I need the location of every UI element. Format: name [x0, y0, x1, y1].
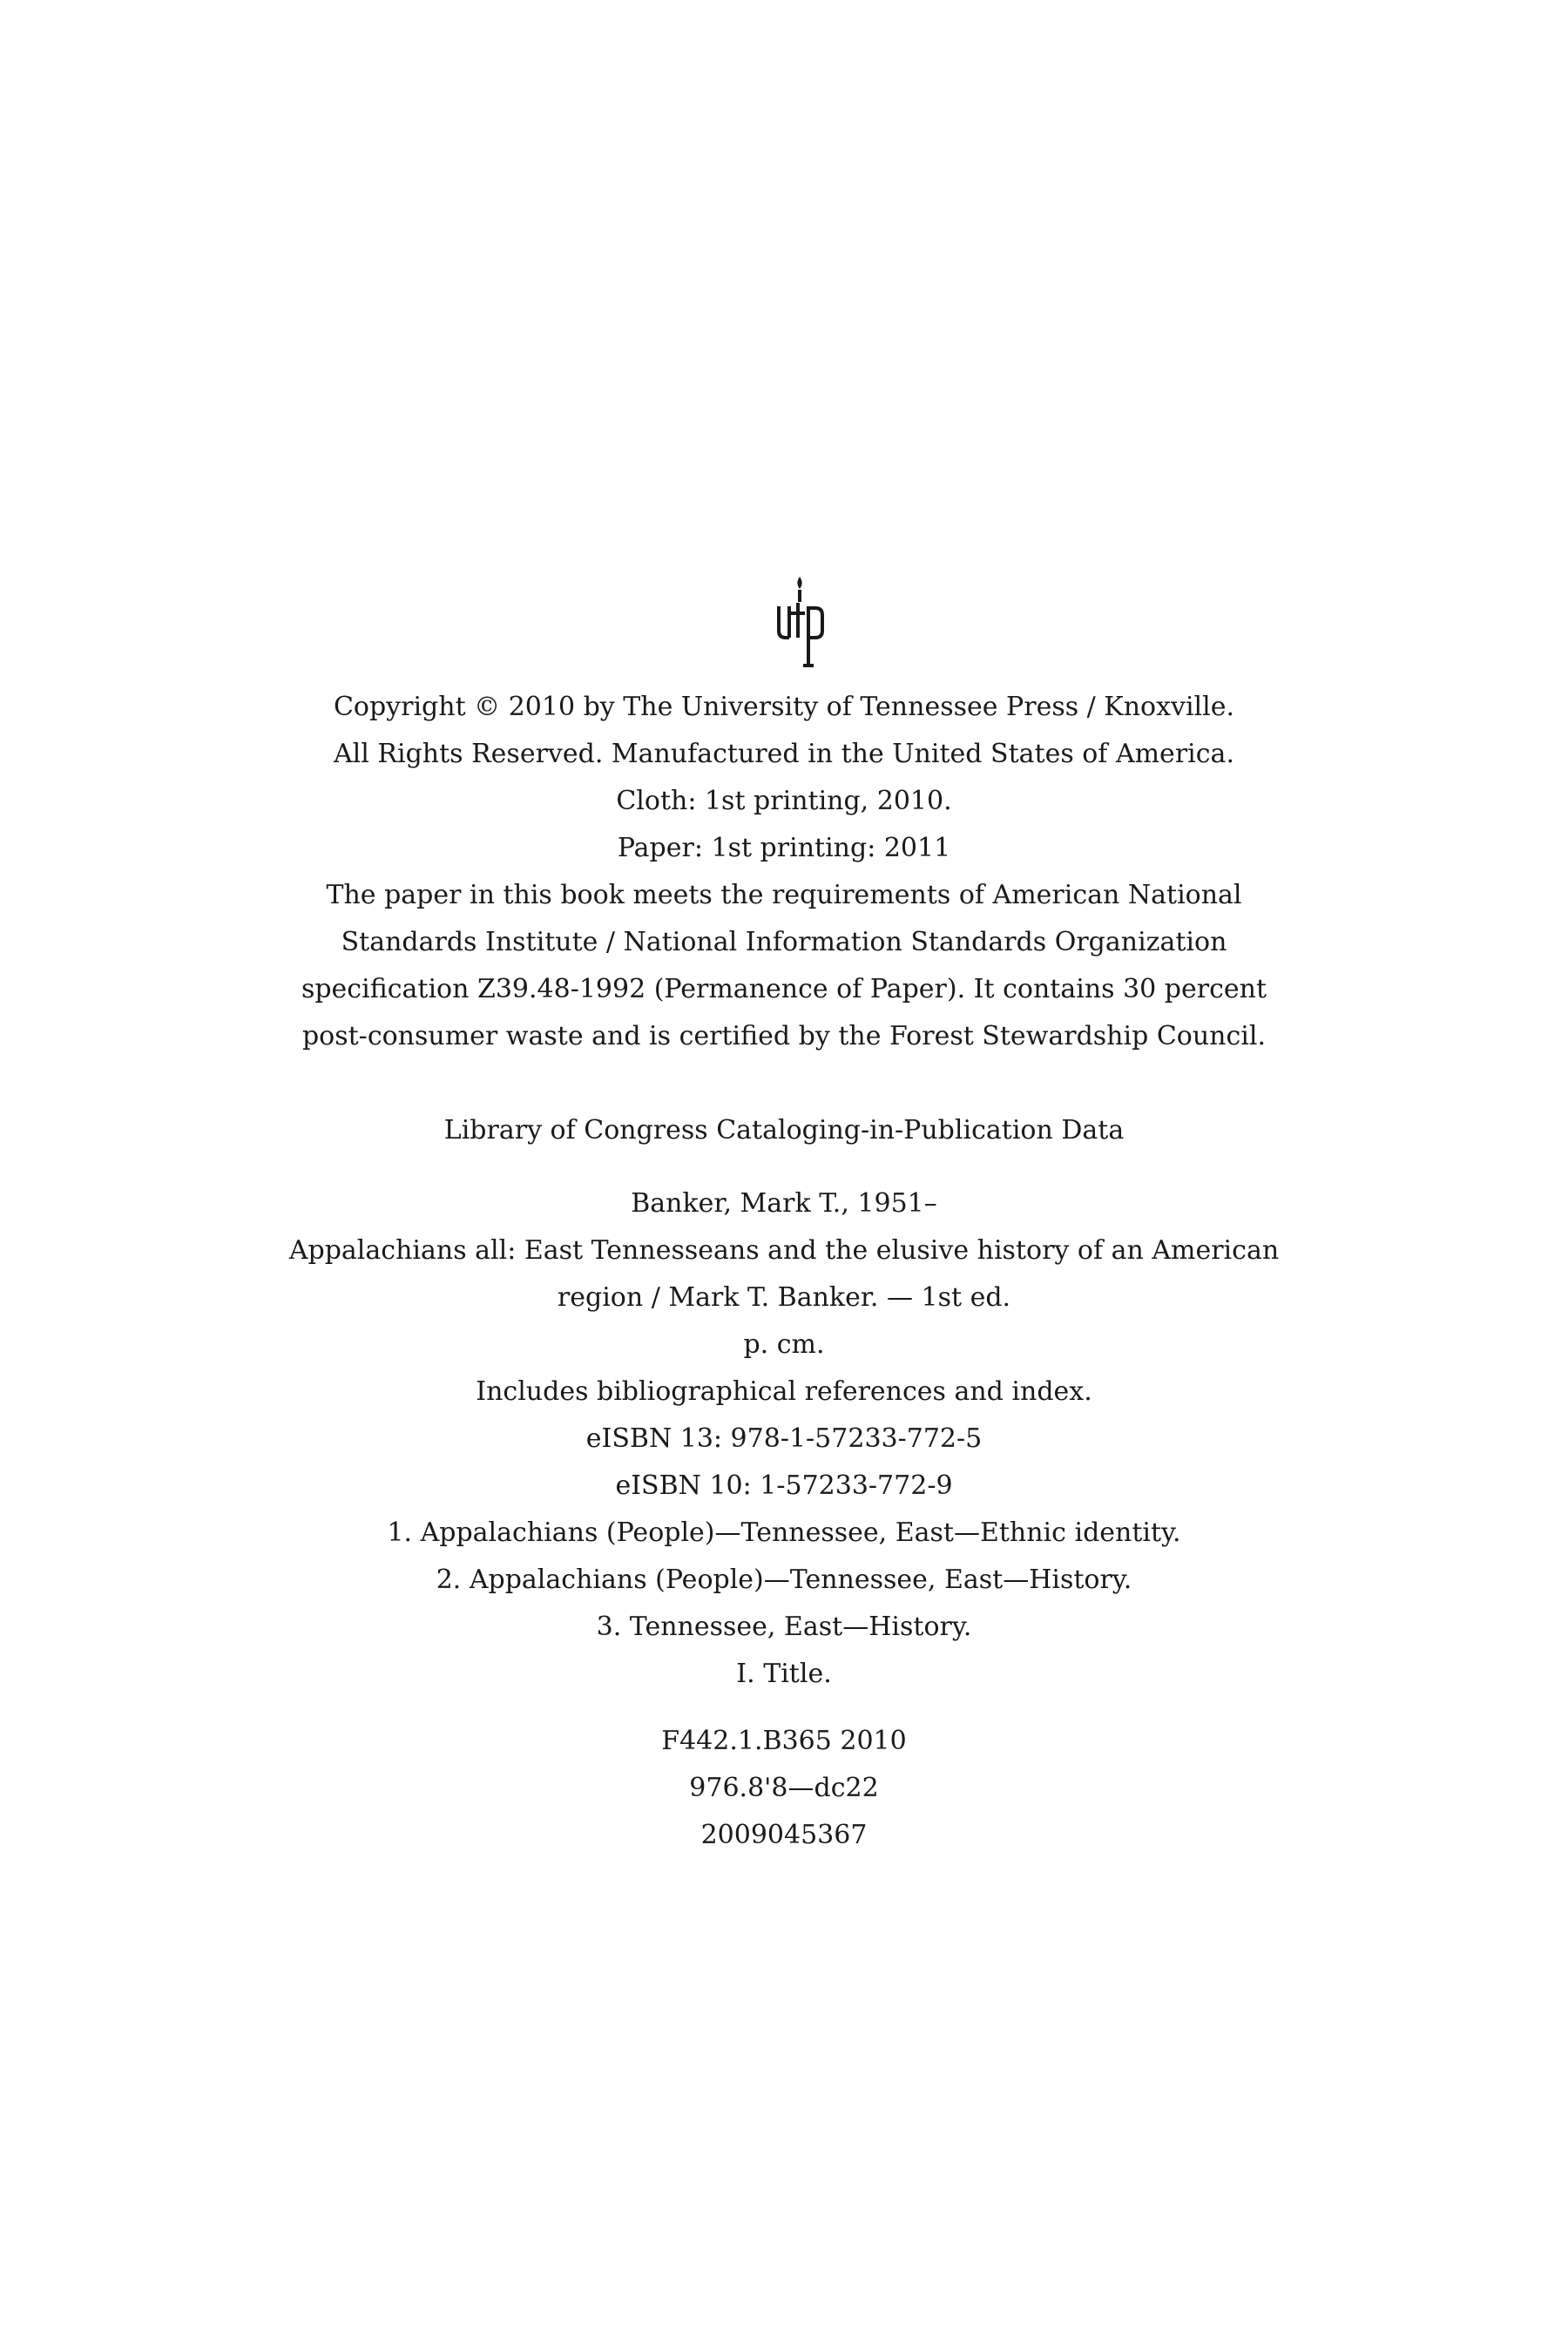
- cip-heading-text: Library of Congress Cataloging-in-Publication Data: [443, 1115, 1125, 1146]
- paper-standard-line: The paper in this book meets the requirements of American National: [326, 880, 1242, 910]
- cip-title-entry-line: I. Title.: [736, 1659, 832, 1689]
- cip-author-line: Banker, Mark T., 1951–: [631, 1188, 937, 1219]
- paper-standard-line: post-consumer waste and is certified by the Forest Stewardship Council.: [301, 1021, 1267, 1051]
- cip-isbn13-line: eISBN 13: 978-1-57233-772-5: [585, 1423, 983, 1454]
- cip-subject-line: 3. Tennessee, East—History.: [596, 1612, 972, 1642]
- dewey-number: 976.8'8—dc22: [689, 1773, 879, 1803]
- cip-heading: [0, 1107, 1568, 1154]
- lccn-number: 2009045367: [700, 1820, 868, 1850]
- copyright-line: Copyright © 2010 by The University of Tennessee Press / Knoxville.: [333, 692, 1235, 722]
- cip-subject-line: 1. Appalachians (People)—Tennessee, East—Ethnic identity.: [387, 1517, 1181, 1548]
- cip-pages-line: p. cm.: [743, 1329, 825, 1360]
- paper-standard-line: Standards Institute / National Information Standards Organization: [341, 927, 1227, 957]
- copyright-notice: [0, 684, 1568, 1060]
- cip-record: [0, 1180, 1568, 1698]
- cip-isbn10-line: eISBN 10: 1-57233-772-9: [615, 1470, 953, 1501]
- lc-call-number: F442.1.B365 2010: [661, 1726, 907, 1756]
- classification-numbers: [0, 1718, 1568, 1859]
- paper-printing-line: Paper: 1st printing: 2011: [617, 833, 951, 863]
- cip-title-line: region / Mark T. Banker. — 1st ed.: [557, 1282, 1011, 1313]
- rights-line: All Rights Reserved. Manufactured in the United States of America.: [334, 739, 1234, 769]
- cip-note-line: Includes bibliographical references and index.: [476, 1376, 1092, 1407]
- utp-press-logo-icon: [774, 575, 826, 671]
- cip-title-line: Appalachians all: East Tennesseans and the elusive history of an American: [288, 1235, 1280, 1266]
- cloth-printing-line: Cloth: 1st printing, 2010.: [616, 786, 952, 816]
- paper-standard-line: specification Z39.48-1992 (Permanence of Paper). It contains 30 percent: [301, 974, 1267, 1004]
- cip-subject-line: 2. Appalachians (People)—Tennessee, East—History.: [436, 1565, 1132, 1595]
